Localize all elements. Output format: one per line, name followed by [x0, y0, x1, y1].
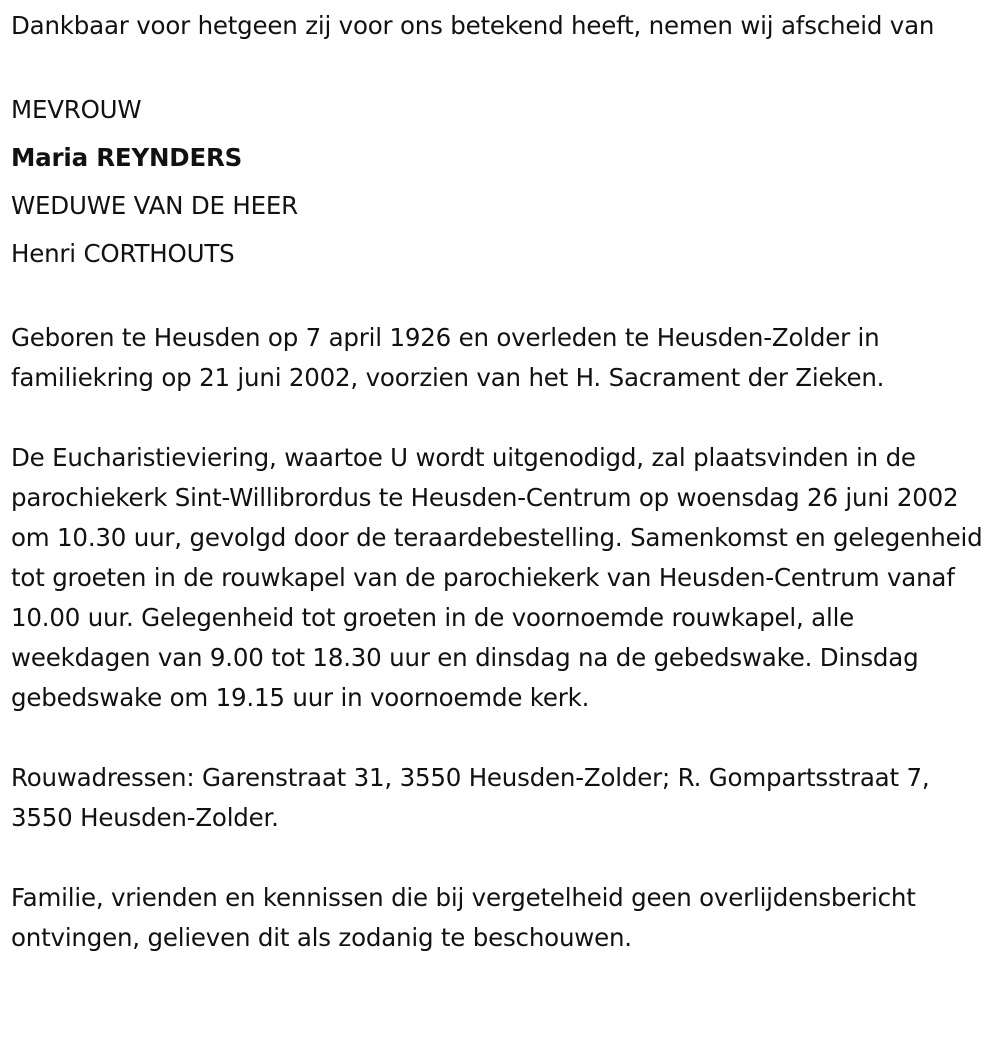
spacer	[11, 718, 991, 758]
addresses-text: Rouwadressen: Garenstraat 31, 3550 Heusden-Zolder; R. Gompartsstraat 7, 3550 Heusden-Zolder.	[11, 763, 930, 832]
title-mevrouw: MEVROUW	[11, 95, 142, 124]
relation-text: WEDUWE VAN DE HEER	[11, 191, 299, 220]
spacer	[11, 398, 991, 438]
spacer	[11, 46, 991, 86]
obituary-notice	[11, 6, 991, 958]
spacer	[11, 278, 991, 318]
ceremony-text: De Eucharistieviering, waartoe U wordt uitgenodigd, zal plaatsvinden in de parochiekerk Sint-Willibrordus te Heusden-Centrum op woensdag 26 juni 2002 om 10.30 uur, gevolgd door de teraardebestelling. Samenkomst en gelegenheid tot groeten in de rouwkapel van de parochiekerk van Heusden-Centrum vanaf 10.00 uur. Gelegenheid tot groeten in de voornoemde rouwkapel, alle weekdagen van 9.00 tot 18.30 uur en dinsdag na de gebedswake. Dinsdag gebedswake om 19.15 uur in voornoemde kerk.	[11, 443, 983, 712]
name-block	[11, 86, 991, 278]
spouse-name: Henri CORTHOUTS	[11, 239, 235, 268]
intro-text: Dankbaar voor hetgeen zij voor ons betekend heeft, nemen wij afscheid van	[11, 11, 935, 40]
birth-death-text: Geboren te Heusden op 7 april 1926 en overleden te Heusden-Zolder in familiekring op 21 juni 2002, voorzien van het H. Sacrament der Zieken.	[11, 323, 885, 392]
spacer	[11, 838, 991, 878]
closing-text: Familie, vrienden en kennissen die bij vergetelheid geen overlijdensbericht ontvingen, gelieven dit als zodanig te beschouwen.	[11, 883, 916, 952]
deceased-name: Maria REYNDERS	[11, 143, 243, 172]
